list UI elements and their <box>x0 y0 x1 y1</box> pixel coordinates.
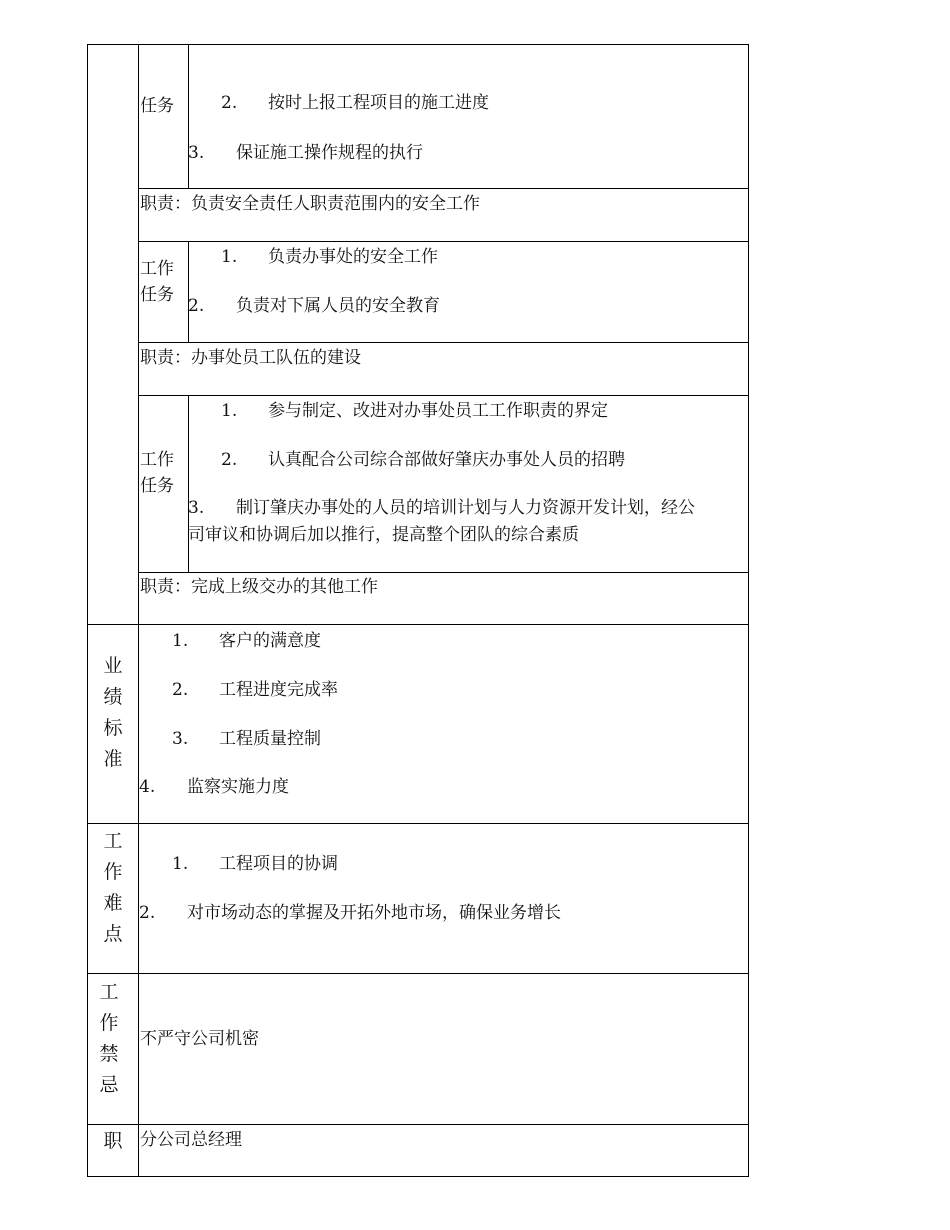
list-item-text: 工程项目的协调 <box>219 854 338 874</box>
difficulty-label <box>88 826 138 950</box>
label-char: 作 <box>103 861 123 883</box>
row-divider <box>138 188 749 189</box>
row-divider <box>138 241 749 242</box>
task-label: 工作 <box>140 259 174 279</box>
list-item-number: 1. <box>172 631 189 651</box>
list-item-number: 4. <box>139 777 156 797</box>
task-label: 工作 <box>140 450 174 470</box>
task-label: 任务 <box>140 285 174 305</box>
list-item-number: 2. <box>221 450 238 470</box>
label-char: 忌 <box>99 1074 119 1096</box>
label-char: 禁 <box>99 1043 119 1065</box>
taboo-label <box>84 977 134 1101</box>
duty-text: 职责：完成上级交办的其他工作 <box>140 577 378 597</box>
list-item-text: 客户的满意度 <box>219 631 321 651</box>
list-item-number: 3. <box>188 498 205 518</box>
row-divider <box>138 572 749 573</box>
list-item-number: 2. <box>188 296 205 316</box>
task-label: 任务 <box>140 476 174 496</box>
list-item-number: 2. <box>172 680 189 700</box>
duty-text: 职责：办事处员工队伍的建设 <box>140 348 361 368</box>
label-char: 工 <box>99 981 119 1003</box>
list-item-text: 参与制定、改进对办事处员工工作职责的界定 <box>268 401 608 421</box>
list-item-text: 负责对下属人员的安全教育 <box>236 296 440 316</box>
list-item-text: 按时上报工程项目的施工进度 <box>268 93 489 113</box>
taboo-text: 不严守公司机密 <box>140 1029 259 1049</box>
task-label-divider-2 <box>188 241 189 343</box>
task-label: 任务 <box>140 96 174 116</box>
performance-label <box>88 651 138 775</box>
row-divider <box>138 395 749 396</box>
position-text: 分公司总经理 <box>140 1130 242 1150</box>
label-char: 标 <box>103 717 123 739</box>
label-char: 职 <box>103 1130 123 1152</box>
list-item-text-continued: 司审议和协调后加以推行，提高整个团队的综合素质 <box>188 525 579 545</box>
list-item-number: 3. <box>172 729 189 749</box>
table-border-right <box>748 44 749 1177</box>
row-divider <box>87 1124 749 1125</box>
list-item-text: 工程质量控制 <box>219 729 321 749</box>
duty-text: 职责：负责安全责任人职责范围内的安全工作 <box>140 194 480 214</box>
list-item-number: 2. <box>221 93 238 113</box>
task-label-divider-1 <box>188 44 189 189</box>
label-char: 工 <box>103 830 123 852</box>
position-label <box>88 1126 138 1157</box>
table-border-bottom <box>87 1176 749 1177</box>
row-divider <box>138 342 749 343</box>
label-char: 准 <box>103 748 123 770</box>
list-item-text: 制订肇庆办事处的人员的培训计划与人力资源开发计划，经公 <box>236 498 695 518</box>
row-divider <box>87 624 749 625</box>
list-item-text: 对市场动态的掌握及开拓外地市场，确保业务增长 <box>187 903 561 923</box>
list-item-text: 负责办事处的安全工作 <box>268 247 438 267</box>
table-border-top <box>87 44 749 45</box>
label-char: 绩 <box>103 686 123 708</box>
list-item-text: 工程进度完成率 <box>219 680 338 700</box>
list-item-number: 1. <box>221 401 238 421</box>
label-char: 业 <box>103 655 123 677</box>
list-item-text: 认真配合公司综合部做好肇庆办事处人员的招聘 <box>268 450 625 470</box>
list-item-text: 保证施工操作规程的执行 <box>236 143 423 163</box>
list-item-number: 3. <box>188 143 205 163</box>
row-divider <box>87 973 749 974</box>
label-char: 点 <box>103 923 123 945</box>
list-item-number: 1. <box>172 854 189 874</box>
row-divider <box>87 823 749 824</box>
list-item-text: 监察实施力度 <box>187 777 289 797</box>
list-item-number: 1. <box>221 247 238 267</box>
label-char: 作 <box>99 1012 119 1034</box>
label-char: 难 <box>103 892 123 914</box>
list-item-number: 2. <box>139 903 156 923</box>
